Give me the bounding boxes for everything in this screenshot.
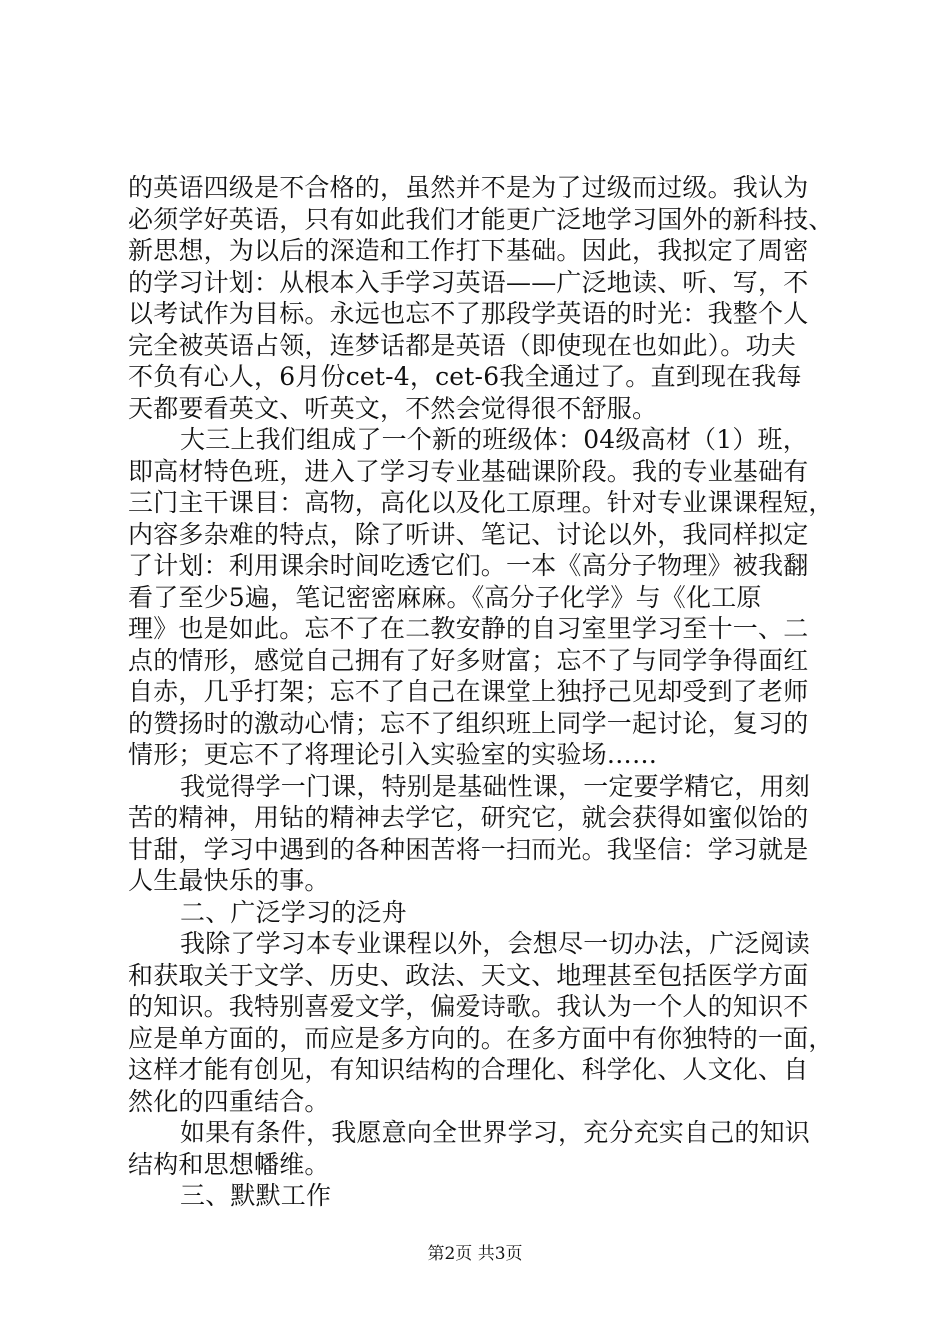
body-text (128, 172, 834, 1212)
text-line: 应是单方面的，而应是多方向的。在多方面中有你独特的一面， (128, 1023, 834, 1053)
text-line: 自赤，几乎打架；忘不了自己在课堂上独抒己见却受到了老师 (128, 677, 809, 706)
text-line: 甘甜，学习中遇到的各种困苦将一扫而光。我坚信：学习就是 (128, 834, 809, 864)
text-line: 三门主干课目：高物，高化以及化工原理。针对专业课课程短， (128, 488, 834, 517)
text-line: 完全被英语占领，连梦话都是英语（即使现在也如此）。功夫 (128, 330, 796, 360)
text-line: 理》也是如此。忘不了在二教安静的自习室里学习至十一、二 (128, 614, 809, 643)
text-line: 苦的精神，用钻的精神去学它，研究它，就会获得如蜜似饴的 (128, 803, 809, 832)
text-line: 情形；更忘不了将理论引入实验室的实验场…… (128, 740, 658, 769)
text-line: 不负有心人，6月份cet-4，cet-6我全通过了。直到现在我每 (128, 362, 802, 391)
text-line: 人生最快乐的事。 (128, 866, 330, 895)
text-line: 这样才能有创见，有知识结构的合理化、科学化、人文化、自 (128, 1055, 809, 1084)
text-line: 然化的四重结合。 (128, 1086, 330, 1116)
text-line: 了计划：利用课余时间吃透它们。一本《高分子物理》被我翻 (128, 551, 809, 580)
paragraph-start-line: 我觉得学一门课，特别是基础性课，一定要学精它，用刻 (180, 771, 811, 801)
text-line: 点的情形，感觉自己拥有了好多财富；忘不了与同学争得面红 (128, 645, 809, 675)
paragraph-start-line: 大三上我们组成了一个新的班级体：04级高材（1）班， (180, 425, 808, 454)
text-line: 的英语四级是不合格的，虽然并不是为了过级而过级。我认为 (128, 173, 809, 202)
text-line: 内容多杂难的特点，除了听讲、笔记、讨论以外，我同样拟定 (128, 519, 809, 549)
text-line: 新思想，为以后的深造和工作打下基础。因此，我拟定了周密 (128, 236, 809, 265)
text-line: 看了至少5遍，笔记密密麻麻。《高分子化学》与《化工原 (128, 582, 762, 612)
paragraph-start-line: 我除了学习本专业课程以外，会想尽一切办法，广泛阅读 (180, 929, 811, 958)
text-line: 天都要看英文、听英文，不然会觉得很不舒服。 (128, 393, 658, 423)
text-line: 和获取关于文学、历史、政法、天文、地理甚至包括医学方面 (128, 960, 809, 990)
text-line: 结构和思想幡维。 (128, 1149, 330, 1179)
section-heading: 二、广泛学习的泛舟 (180, 897, 407, 927)
text-line: 必须学好英语，只有如此我们才能更广泛地学习国外的新科技、 (128, 204, 834, 234)
page-number-footer: 第2页 共3页 (427, 1244, 523, 1264)
text-line: 以考试作为目标。永远也忘不了那段学英语的时光：我整个人 (128, 299, 809, 328)
text-line: 的知识。我特别喜爱文学，偏爱诗歌。我认为一个人的知识不 (128, 992, 809, 1021)
text-line: 的学习计划：从根本入手学习英语——广泛地读、听、写，不 (128, 267, 809, 297)
section-heading: 三、默默工作 (180, 1181, 332, 1210)
text-line: 的赞扬时的激动心情；忘不了组织班上同学一起讨论，复习的 (128, 708, 809, 738)
text-line: 即高材特色班，进入了学习专业基础课阶段。我的专业基础有 (128, 456, 809, 486)
paragraph-start-line: 如果有条件，我愿意向全世界学习，充分充实自己的知识 (180, 1118, 811, 1147)
